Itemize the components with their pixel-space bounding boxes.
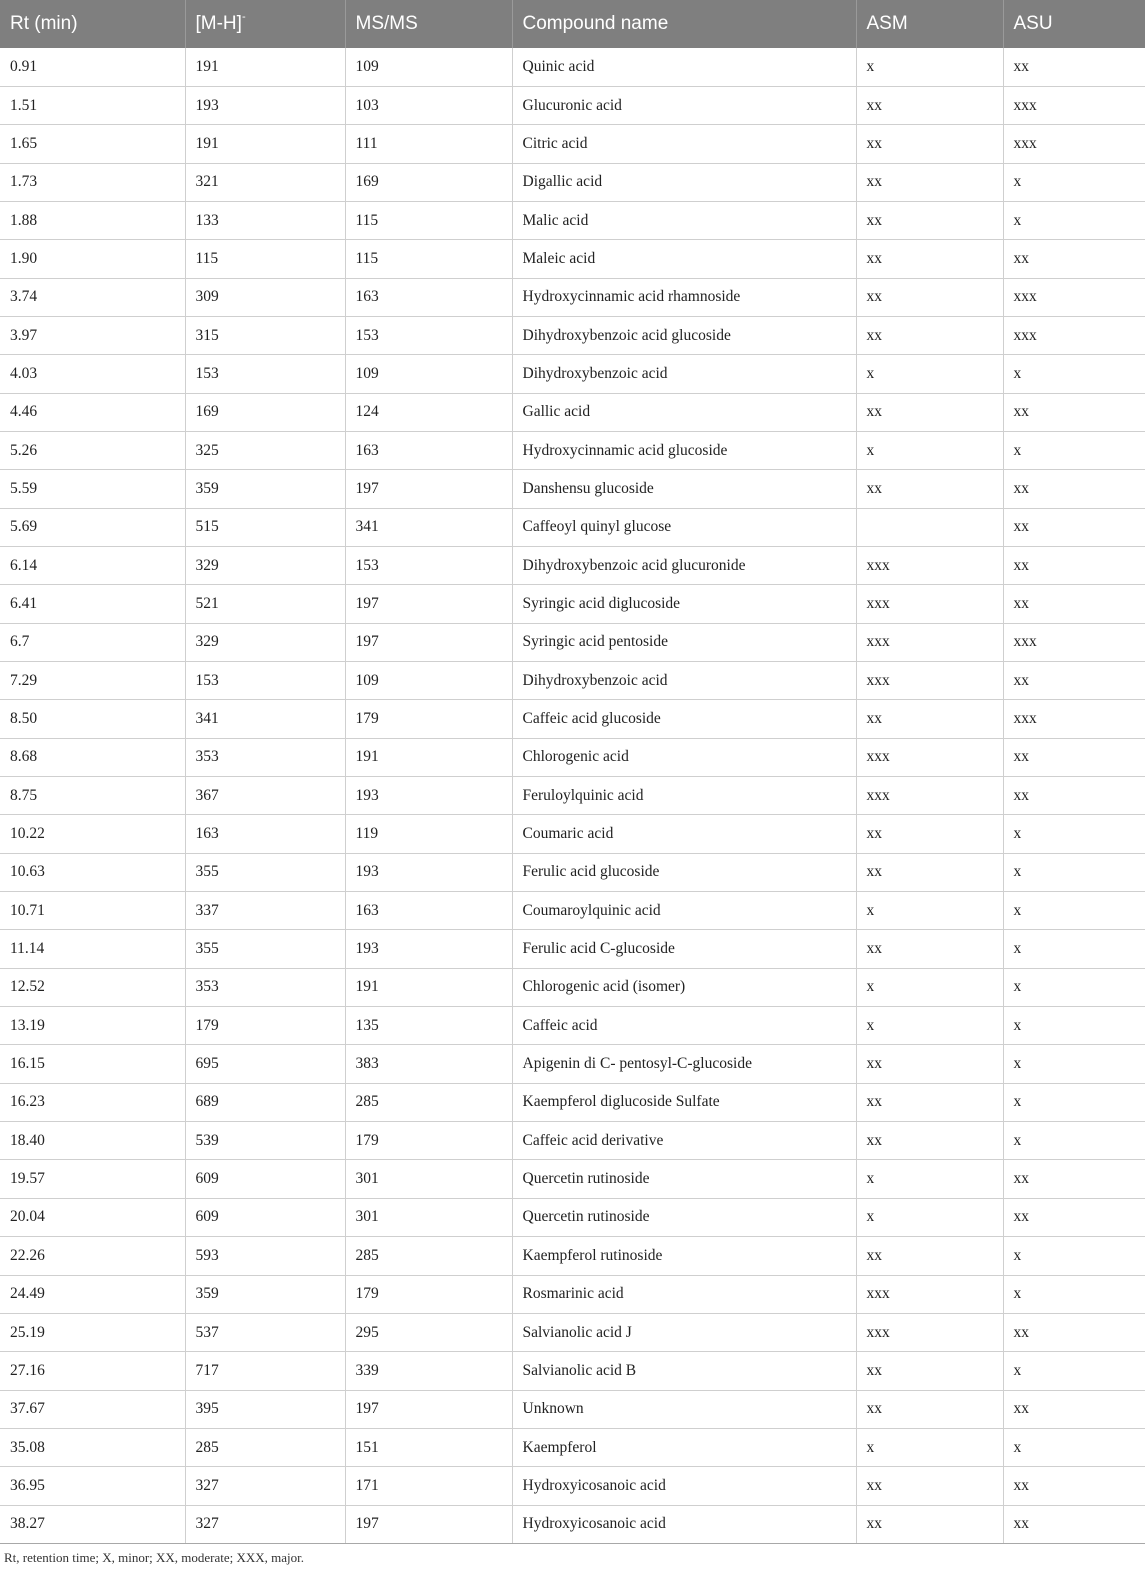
- cell-asm: xxx: [856, 1275, 1003, 1313]
- cell-compound: Hydroxycinnamic acid rhamnoside: [512, 278, 856, 316]
- table-row: [0, 86, 1145, 124]
- cell-msms: 197: [345, 1505, 512, 1543]
- cell-asm: x: [856, 1198, 1003, 1236]
- cell-asu: xx: [1003, 738, 1145, 776]
- table-footnote: Rt, retention time; X, minor; XX, moderate; XXX, major.: [4, 1550, 305, 1565]
- cell-asu: x: [1003, 1007, 1145, 1045]
- cell-msms: 193: [345, 930, 512, 968]
- cell-mh: 717: [185, 1352, 345, 1390]
- cell-msms: 285: [345, 1237, 512, 1275]
- cell-asu: x: [1003, 163, 1145, 201]
- table-row: [0, 1198, 1145, 1236]
- cell-mh: 191: [185, 125, 345, 163]
- cell-compound: Rosmarinic acid: [512, 1275, 856, 1313]
- cell-msms: 115: [345, 201, 512, 239]
- cell-rt: 16.23: [0, 1083, 185, 1121]
- cell-compound: Coumaric acid: [512, 815, 856, 853]
- header-mh: [185, 0, 345, 48]
- table-row: [0, 1313, 1145, 1351]
- cell-mh: 193: [185, 86, 345, 124]
- table-row: [0, 1275, 1145, 1313]
- cell-compound: Syringic acid pentoside: [512, 623, 856, 661]
- cell-asm: xxx: [856, 585, 1003, 623]
- cell-rt: 19.57: [0, 1160, 185, 1198]
- cell-msms: 135: [345, 1007, 512, 1045]
- cell-mh: 609: [185, 1198, 345, 1236]
- cell-rt: 3.74: [0, 278, 185, 316]
- cell-asu: x: [1003, 1428, 1145, 1466]
- cell-asm: xx: [856, 1045, 1003, 1083]
- cell-msms: 179: [345, 1275, 512, 1313]
- table-row: [0, 201, 1145, 239]
- cell-rt: 27.16: [0, 1352, 185, 1390]
- cell-asu: x: [1003, 853, 1145, 891]
- cell-compound: Dihydroxybenzoic acid: [512, 355, 856, 393]
- table-row: [0, 48, 1145, 86]
- cell-rt: 22.26: [0, 1237, 185, 1275]
- cell-mh: 169: [185, 393, 345, 431]
- cell-asm: xx: [856, 393, 1003, 431]
- header-rt: Rt (min): [0, 0, 185, 48]
- cell-rt: 5.69: [0, 508, 185, 546]
- cell-msms: 301: [345, 1160, 512, 1198]
- cell-asm: x: [856, 355, 1003, 393]
- cell-mh: 537: [185, 1313, 345, 1351]
- cell-msms: 115: [345, 240, 512, 278]
- cell-msms: 111: [345, 125, 512, 163]
- cell-asu: xx: [1003, 662, 1145, 700]
- cell-asm: x: [856, 892, 1003, 930]
- cell-msms: 169: [345, 163, 512, 201]
- cell-asu: xxx: [1003, 316, 1145, 354]
- cell-compound: Gallic acid: [512, 393, 856, 431]
- cell-rt: 24.49: [0, 1275, 185, 1313]
- cell-asu: xx: [1003, 508, 1145, 546]
- header-asu: ASU: [1003, 0, 1145, 48]
- cell-compound: Quinic acid: [512, 48, 856, 86]
- table-row: [0, 125, 1145, 163]
- table-row: [0, 508, 1145, 546]
- cell-asm: xx: [856, 201, 1003, 239]
- cell-mh: 359: [185, 1275, 345, 1313]
- cell-asu: x: [1003, 1237, 1145, 1275]
- cell-msms: 109: [345, 48, 512, 86]
- cell-asu: x: [1003, 1122, 1145, 1160]
- cell-compound: Chlorogenic acid (isomer): [512, 968, 856, 1006]
- cell-asm: xxx: [856, 662, 1003, 700]
- cell-asm: xx: [856, 125, 1003, 163]
- header-compound: Compound name: [512, 0, 856, 48]
- table-row: [0, 1045, 1145, 1083]
- cell-mh: 191: [185, 48, 345, 86]
- table-row: [0, 700, 1145, 738]
- cell-asu: x: [1003, 431, 1145, 469]
- cell-msms: 341: [345, 508, 512, 546]
- table-row: [0, 240, 1145, 278]
- cell-compound: Kaempferol rutinoside: [512, 1237, 856, 1275]
- cell-msms: 109: [345, 662, 512, 700]
- cell-asu: xxx: [1003, 125, 1145, 163]
- cell-asu: xx: [1003, 393, 1145, 431]
- cell-asm: xx: [856, 470, 1003, 508]
- cell-rt: 20.04: [0, 1198, 185, 1236]
- cell-msms: 163: [345, 431, 512, 469]
- table-header: [0, 0, 1145, 48]
- table-row: [0, 853, 1145, 891]
- cell-asu: xx: [1003, 1505, 1145, 1543]
- cell-compound: Hydroxyicosanoic acid: [512, 1467, 856, 1505]
- cell-rt: 35.08: [0, 1428, 185, 1466]
- cell-asm: xxx: [856, 1313, 1003, 1351]
- cell-mh: 321: [185, 163, 345, 201]
- cell-mh: 515: [185, 508, 345, 546]
- cell-rt: 13.19: [0, 1007, 185, 1045]
- cell-mh: 163: [185, 815, 345, 853]
- table-row: [0, 355, 1145, 393]
- cell-compound: Unknown: [512, 1390, 856, 1428]
- cell-compound: Danshensu glucoside: [512, 470, 856, 508]
- cell-rt: 11.14: [0, 930, 185, 968]
- cell-asu: xx: [1003, 1313, 1145, 1351]
- table-row: [0, 163, 1145, 201]
- cell-compound: Malic acid: [512, 201, 856, 239]
- cell-mh: 285: [185, 1428, 345, 1466]
- cell-asu: x: [1003, 968, 1145, 1006]
- cell-asm: xx: [856, 163, 1003, 201]
- cell-rt: 4.46: [0, 393, 185, 431]
- cell-compound: Dihydroxybenzoic acid: [512, 662, 856, 700]
- cell-asu: xx: [1003, 240, 1145, 278]
- cell-msms: 124: [345, 393, 512, 431]
- cell-msms: 191: [345, 738, 512, 776]
- cell-msms: 295: [345, 1313, 512, 1351]
- cell-rt: 8.50: [0, 700, 185, 738]
- table-row: [0, 1467, 1145, 1505]
- table-row: [0, 662, 1145, 700]
- cell-asu: x: [1003, 355, 1145, 393]
- cell-mh: 153: [185, 662, 345, 700]
- cell-asm: xx: [856, 1390, 1003, 1428]
- cell-mh: 133: [185, 201, 345, 239]
- cell-asm: xx: [856, 1505, 1003, 1543]
- cell-compound: Quercetin rutinoside: [512, 1198, 856, 1236]
- cell-msms: 197: [345, 1390, 512, 1428]
- cell-asm: xx: [856, 700, 1003, 738]
- cell-asu: x: [1003, 1275, 1145, 1313]
- table-row: [0, 968, 1145, 1006]
- table-row: [0, 316, 1145, 354]
- cell-mh: 355: [185, 853, 345, 891]
- cell-mh: 695: [185, 1045, 345, 1083]
- cell-rt: 1.51: [0, 86, 185, 124]
- cell-asm: xx: [856, 86, 1003, 124]
- cell-rt: 37.67: [0, 1390, 185, 1428]
- cell-asu: xx: [1003, 1390, 1145, 1428]
- cell-rt: 0.91: [0, 48, 185, 86]
- cell-rt: 6.14: [0, 546, 185, 584]
- cell-compound: Caffeic acid: [512, 1007, 856, 1045]
- cell-compound: Feruloylquinic acid: [512, 777, 856, 815]
- cell-compound: Citric acid: [512, 125, 856, 163]
- cell-rt: 38.27: [0, 1505, 185, 1543]
- cell-rt: 8.68: [0, 738, 185, 776]
- cell-asm: xx: [856, 1352, 1003, 1390]
- header-asm: ASM: [856, 0, 1003, 48]
- cell-asm: xx: [856, 853, 1003, 891]
- cell-asm: xxx: [856, 623, 1003, 661]
- cell-compound: Chlorogenic acid: [512, 738, 856, 776]
- table-row: [0, 892, 1145, 930]
- cell-asu: x: [1003, 892, 1145, 930]
- cell-msms: 153: [345, 316, 512, 354]
- cell-mh: 353: [185, 968, 345, 1006]
- header-mh-label: [M-H]: [195, 13, 242, 34]
- cell-asm: x: [856, 431, 1003, 469]
- cell-msms: 153: [345, 546, 512, 584]
- cell-msms: 193: [345, 853, 512, 891]
- cell-asm: xx: [856, 1083, 1003, 1121]
- cell-compound: Kaempferol diglucoside Sulfate: [512, 1083, 856, 1121]
- cell-msms: 179: [345, 700, 512, 738]
- cell-msms: 383: [345, 1045, 512, 1083]
- cell-asu: xx: [1003, 48, 1145, 86]
- cell-asu: xxx: [1003, 623, 1145, 661]
- cell-compound: Ferulic acid glucoside: [512, 853, 856, 891]
- cell-asu: xx: [1003, 777, 1145, 815]
- table-row: [0, 738, 1145, 776]
- cell-mh: 359: [185, 470, 345, 508]
- cell-asu: x: [1003, 930, 1145, 968]
- cell-asu: xxx: [1003, 700, 1145, 738]
- cell-compound: Hydroxyicosanoic acid: [512, 1505, 856, 1543]
- cell-asu: x: [1003, 1083, 1145, 1121]
- cell-mh: 329: [185, 546, 345, 584]
- cell-msms: 163: [345, 892, 512, 930]
- table-row: [0, 546, 1145, 584]
- cell-rt: 4.03: [0, 355, 185, 393]
- cell-rt: 5.26: [0, 431, 185, 469]
- table-row: [0, 623, 1145, 661]
- cell-compound: Dihydroxybenzoic acid glucuronide: [512, 546, 856, 584]
- cell-compound: Quercetin rutinoside: [512, 1160, 856, 1198]
- table-row: [0, 1007, 1145, 1045]
- cell-rt: 25.19: [0, 1313, 185, 1351]
- cell-mh: 593: [185, 1237, 345, 1275]
- table-row: [0, 585, 1145, 623]
- cell-compound: Maleic acid: [512, 240, 856, 278]
- cell-mh: 327: [185, 1467, 345, 1505]
- cell-msms: 179: [345, 1122, 512, 1160]
- cell-asm: [856, 508, 1003, 546]
- header-msms: MS/MS: [345, 0, 512, 48]
- cell-asm: xx: [856, 316, 1003, 354]
- cell-compound: Coumaroylquinic acid: [512, 892, 856, 930]
- cell-msms: 109: [345, 355, 512, 393]
- table-row: [0, 1505, 1145, 1543]
- cell-rt: 1.65: [0, 125, 185, 163]
- cell-compound: Dihydroxybenzoic acid glucoside: [512, 316, 856, 354]
- cell-rt: 6.7: [0, 623, 185, 661]
- cell-compound: Caffeic acid glucoside: [512, 700, 856, 738]
- cell-compound: Ferulic acid C-glucoside: [512, 930, 856, 968]
- cell-mh: 329: [185, 623, 345, 661]
- cell-mh: 153: [185, 355, 345, 393]
- cell-asm: x: [856, 968, 1003, 1006]
- cell-compound: Kaempferol: [512, 1428, 856, 1466]
- cell-mh: 315: [185, 316, 345, 354]
- cell-msms: 151: [345, 1428, 512, 1466]
- cell-compound: Glucuronic acid: [512, 86, 856, 124]
- cell-asu: x: [1003, 815, 1145, 853]
- cell-rt: 16.15: [0, 1045, 185, 1083]
- table-body: [0, 48, 1145, 1543]
- cell-rt: 1.88: [0, 201, 185, 239]
- cell-asu: x: [1003, 201, 1145, 239]
- cell-compound: Digallic acid: [512, 163, 856, 201]
- cell-compound: Salvianolic acid B: [512, 1352, 856, 1390]
- cell-msms: 197: [345, 623, 512, 661]
- table-row: [0, 470, 1145, 508]
- cell-msms: 193: [345, 777, 512, 815]
- cell-asm: xx: [856, 815, 1003, 853]
- table-row: [0, 815, 1145, 853]
- cell-asu: xx: [1003, 1467, 1145, 1505]
- cell-compound: Caffeic acid derivative: [512, 1122, 856, 1160]
- table-row: [0, 1083, 1145, 1121]
- cell-rt: 7.29: [0, 662, 185, 700]
- cell-mh: 327: [185, 1505, 345, 1543]
- table-row: [0, 278, 1145, 316]
- cell-compound: Apigenin di C- pentosyl-C-glucoside: [512, 1045, 856, 1083]
- cell-rt: 36.95: [0, 1467, 185, 1505]
- cell-msms: 103: [345, 86, 512, 124]
- cell-asm: xx: [856, 1122, 1003, 1160]
- cell-mh: 325: [185, 431, 345, 469]
- cell-compound: Salvianolic acid J: [512, 1313, 856, 1351]
- cell-asm: xx: [856, 1467, 1003, 1505]
- cell-rt: 1.73: [0, 163, 185, 201]
- cell-rt: 3.97: [0, 316, 185, 354]
- cell-asu: xxx: [1003, 86, 1145, 124]
- cell-rt: 5.59: [0, 470, 185, 508]
- cell-rt: 10.63: [0, 853, 185, 891]
- cell-asu: xx: [1003, 585, 1145, 623]
- table-row: [0, 1352, 1145, 1390]
- cell-msms: 119: [345, 815, 512, 853]
- cell-mh: 367: [185, 777, 345, 815]
- table-row: [0, 1160, 1145, 1198]
- cell-asm: x: [856, 1007, 1003, 1045]
- cell-mh: 353: [185, 738, 345, 776]
- table-row: [0, 393, 1145, 431]
- cell-mh: 521: [185, 585, 345, 623]
- cell-msms: 339: [345, 1352, 512, 1390]
- cell-asm: xxx: [856, 738, 1003, 776]
- cell-msms: 171: [345, 1467, 512, 1505]
- cell-mh: 337: [185, 892, 345, 930]
- table-row: [0, 777, 1145, 815]
- header-mh-superscript: -: [241, 11, 246, 23]
- cell-mh: 395: [185, 1390, 345, 1428]
- header-row: [0, 0, 1145, 48]
- table-row: [0, 1122, 1145, 1160]
- table-row: [0, 431, 1145, 469]
- cell-mh: 341: [185, 700, 345, 738]
- cell-asm: x: [856, 48, 1003, 86]
- table-row: [0, 1390, 1145, 1428]
- cell-asu: xxx: [1003, 278, 1145, 316]
- cell-compound: Hydroxycinnamic acid glucoside: [512, 431, 856, 469]
- cell-rt: 18.40: [0, 1122, 185, 1160]
- cell-msms: 163: [345, 278, 512, 316]
- cell-asm: x: [856, 1428, 1003, 1466]
- cell-rt: 12.52: [0, 968, 185, 1006]
- cell-msms: 285: [345, 1083, 512, 1121]
- cell-rt: 1.90: [0, 240, 185, 278]
- cell-asm: xx: [856, 1237, 1003, 1275]
- cell-asu: xx: [1003, 470, 1145, 508]
- cell-asm: xxx: [856, 546, 1003, 584]
- cell-rt: 8.75: [0, 777, 185, 815]
- cell-asu: xx: [1003, 1160, 1145, 1198]
- cell-rt: 6.41: [0, 585, 185, 623]
- cell-mh: 609: [185, 1160, 345, 1198]
- cell-asm: x: [856, 1160, 1003, 1198]
- cell-msms: 301: [345, 1198, 512, 1236]
- cell-msms: 191: [345, 968, 512, 1006]
- cell-asm: xx: [856, 240, 1003, 278]
- cell-asm: xxx: [856, 777, 1003, 815]
- cell-asu: xx: [1003, 546, 1145, 584]
- table-row: [0, 1428, 1145, 1466]
- cell-msms: 197: [345, 470, 512, 508]
- cell-mh: 689: [185, 1083, 345, 1121]
- cell-mh: 309: [185, 278, 345, 316]
- table-row: [0, 930, 1145, 968]
- cell-asm: xx: [856, 278, 1003, 316]
- cell-msms: 197: [345, 585, 512, 623]
- cell-rt: 10.22: [0, 815, 185, 853]
- cell-asu: x: [1003, 1352, 1145, 1390]
- cell-asu: x: [1003, 1045, 1145, 1083]
- cell-rt: 10.71: [0, 892, 185, 930]
- table-row: [0, 1237, 1145, 1275]
- cell-mh: 355: [185, 930, 345, 968]
- cell-compound: Caffeoyl quinyl glucose: [512, 508, 856, 546]
- cell-mh: 179: [185, 1007, 345, 1045]
- cell-mh: 115: [185, 240, 345, 278]
- cell-asm: xx: [856, 930, 1003, 968]
- cell-asu: xx: [1003, 1198, 1145, 1236]
- cell-mh: 539: [185, 1122, 345, 1160]
- cell-compound: Syringic acid diglucoside: [512, 585, 856, 623]
